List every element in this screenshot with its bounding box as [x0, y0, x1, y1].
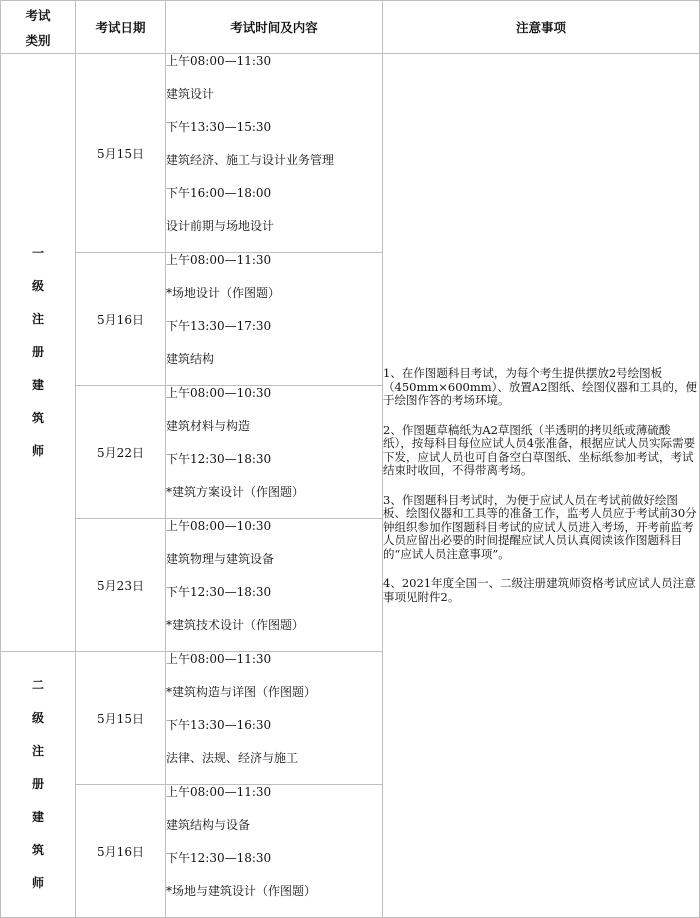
note-item: 3、作图题科目考试时，为便于应试人员在考试前做好绘图板、绘图仪器和工具等的准备工作，监考人员应于考试前30分钟组织参加作图题科目考试的应试人员进入考场，开考前监考人员应留出必要的时间提醒应试人员认真阅读该作图题科目的“应试人员注意事项”。 [383, 492, 697, 561]
category-label: 一 级 注 册 建 筑 师 [31, 246, 44, 458]
category-first-class [1, 54, 76, 652]
exam-date: 5月22日 [76, 386, 166, 519]
time-slot: 上午08:00—11:30 [166, 54, 272, 68]
subject: *场地与建筑设计（作图题） [166, 884, 317, 898]
exam-schedule [166, 253, 383, 386]
time-slot: 上午08:00—10:30 [166, 386, 272, 400]
subject: 法律、法规、经济与施工 [166, 751, 299, 765]
time-slot: 上午08:00—11:30 [166, 785, 272, 799]
subject: *建筑技术设计（作图题） [166, 618, 305, 632]
time-slot: 上午08:00—11:30 [166, 652, 272, 666]
table-row [1, 54, 700, 253]
subject: 建筑结构与设备 [166, 818, 251, 832]
note-item: 2、作图题草稿纸为A2草图纸（半透明的拷贝纸或薄硫酸纸），按每科目每位应试人员4张准备，根据应试人员实际需要下发，应试人员也可自备空白草图纸、坐标纸参加考试，考试结束时收回，不得带离考场。 [383, 422, 696, 477]
exam-schedule [166, 386, 383, 519]
category-second-class [1, 652, 76, 918]
header-exam-date: 考试日期 [76, 1, 166, 54]
subject: 建筑结构 [166, 352, 215, 366]
exam-date: 5月15日 [76, 652, 166, 785]
header-exam-type-line2: 类别 [25, 33, 51, 48]
time-slot: 下午12:30—18:30 [166, 452, 272, 466]
exam-schedule [166, 785, 383, 918]
subject: 建筑物理与建筑设备 [166, 552, 275, 566]
exam-schedule [166, 519, 383, 652]
subject: 建筑经济、施工与设计业务管理 [166, 153, 335, 167]
time-slot: 上午08:00—11:30 [166, 253, 272, 267]
note-item: 4、2021年度全国一、二级注册建筑师资格考试应试人员注意事项见附件2。 [383, 576, 696, 604]
time-slot: 下午13:30—16:30 [166, 718, 272, 732]
note-item: 1、在作图题科目考试，为每个考生提供摆放2号绘图板（450mm×600mm）、放置A2图纸、绘图仪器和工具的，便于绘图作答的考场环境。 [383, 366, 698, 407]
exam-date: 5月16日 [76, 785, 166, 918]
header-row [1, 1, 700, 54]
subject: *建筑构造与详图（作图题） [166, 685, 317, 699]
time-slot: 上午08:00—10:30 [166, 519, 272, 533]
time-slot: 下午12:30—18:30 [166, 585, 272, 599]
category-label: 二 级 注 册 建 筑 师 [31, 678, 44, 890]
exam-schedule [166, 54, 383, 253]
subject: 建筑设计 [166, 87, 215, 101]
subject: *场地设计（作图题） [166, 286, 281, 300]
subject: 设计前期与场地设计 [166, 219, 275, 233]
header-notes: 注意事项 [383, 1, 700, 54]
header-exam-type [1, 1, 76, 54]
notes-cell [383, 54, 700, 918]
exam-date: 5月16日 [76, 253, 166, 386]
time-slot: 下午16:00—18:00 [166, 186, 272, 200]
time-slot: 下午13:30—15:30 [166, 120, 272, 134]
subject: 建筑材料与构造 [166, 419, 251, 433]
exam-date: 5月23日 [76, 519, 166, 652]
exam-schedule [166, 652, 383, 785]
exam-date: 5月15日 [76, 54, 166, 253]
subject: *建筑方案设计（作图题） [166, 485, 305, 499]
header-exam-type-line1: 考试 [25, 8, 51, 23]
time-slot: 下午12:30—18:30 [166, 851, 272, 865]
time-slot: 下午13:30—17:30 [166, 319, 272, 333]
header-exam-content: 考试时间及内容 [166, 1, 383, 54]
